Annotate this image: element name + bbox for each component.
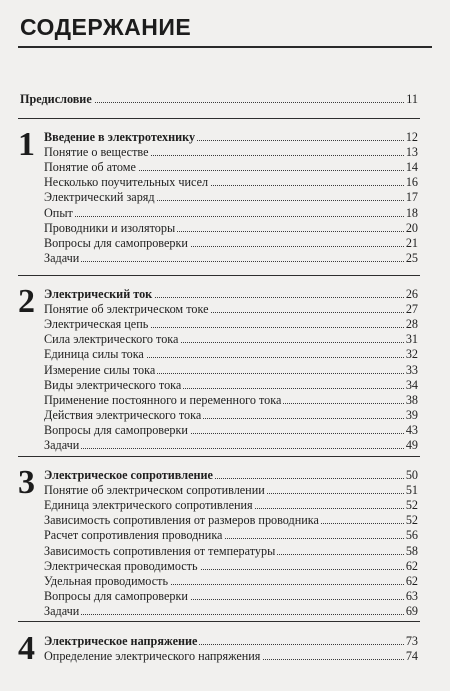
preface-entry-title: Предисловие <box>20 92 92 106</box>
toc-entry-title: Задачи <box>44 251 80 265</box>
toc-entry <box>0 604 450 618</box>
toc-entry <box>0 175 450 189</box>
chapter-number: 2 <box>18 283 35 320</box>
toc-entry-title: Сила электрического тока <box>44 332 179 346</box>
dot-leader <box>44 261 414 262</box>
toc-entry-page-number: 69 <box>405 604 418 618</box>
toc-entry-title: Единица силы тока <box>44 347 144 361</box>
toc-entry <box>0 589 450 603</box>
toc-entry-title: Единица электрического сопротивления <box>44 498 253 512</box>
toc-entry <box>0 498 450 512</box>
toc-entry-title: Электрический заряд <box>44 190 155 204</box>
toc-entry-page-number: 17 <box>405 190 418 204</box>
toc-entry-page-number: 51 <box>405 483 418 497</box>
toc-entry-title: Понятие об атоме <box>44 160 136 174</box>
toc-entry-page-number: 52 <box>405 498 418 512</box>
toc-entry-title: Электрическая цепь <box>44 317 149 331</box>
toc-entry-page-number: 34 <box>405 378 418 392</box>
toc-entry-page-number: 20 <box>405 221 418 235</box>
toc-entry-page-number: 16 <box>405 175 418 189</box>
title-rule <box>18 46 432 48</box>
chapter-number: 3 <box>18 464 35 501</box>
toc-entry-page-number: 49 <box>405 438 418 452</box>
toc-entry-title: Определение электрического напряжения <box>44 649 261 663</box>
toc-entry-title: Расчет сопротивления проводника <box>44 528 223 542</box>
dot-leader <box>44 216 414 217</box>
toc-entry-page-number: 32 <box>405 347 418 361</box>
toc-entry <box>0 544 450 558</box>
toc-entry <box>0 574 450 588</box>
toc-entry-page-number: 27 <box>405 302 418 316</box>
chapter-number: 4 <box>18 630 35 667</box>
toc-entry-page-number: 13 <box>405 145 418 159</box>
chapter-divider <box>18 275 420 276</box>
preface-entry-page-number: 11 <box>406 92 418 106</box>
toc-entry-page-number: 52 <box>405 513 418 527</box>
toc-entry <box>0 483 450 497</box>
toc-entry-page-number: 14 <box>405 160 418 174</box>
dot-leader <box>44 614 414 615</box>
toc-entry-title: Понятие о веществе <box>44 145 149 159</box>
toc-entry <box>0 378 450 392</box>
chapter-divider <box>18 456 420 457</box>
chapter-title-entry-page-number: 73 <box>405 634 418 648</box>
page-title: СОДЕРЖАНИЕ <box>20 14 192 40</box>
toc-entry <box>0 363 450 377</box>
toc-entry-page-number: 58 <box>405 544 418 558</box>
chapter-divider <box>18 621 420 622</box>
toc-entry-page-number: 62 <box>405 559 418 573</box>
toc-entry-title: Проводники и изоляторы <box>44 221 176 235</box>
toc-entry-page-number: 25 <box>405 251 418 265</box>
toc-entry <box>0 528 450 542</box>
toc-entry-title: Измерение силы тока <box>44 363 156 377</box>
toc-entry-title: Вопросы для самопроверки <box>44 236 188 250</box>
chapter-title-entry-title: Электрический ток <box>44 287 153 301</box>
toc-entry <box>0 206 450 220</box>
toc-entry-title: Применение постоянного и переменного тока <box>44 393 282 407</box>
toc-entry <box>0 317 450 331</box>
chapter-title-entry-page-number: 26 <box>405 287 418 301</box>
chapter-title-entry-page-number: 50 <box>405 468 418 482</box>
toc-entry <box>0 347 450 361</box>
chapter-title-entry <box>0 287 450 301</box>
toc-entry-title: Действия электрического тока <box>44 408 202 422</box>
toc-entry <box>0 513 450 527</box>
toc-entry-title: Понятие об электрическом токе <box>44 302 209 316</box>
toc-entry-title: Электрическая проводимость <box>44 559 198 573</box>
toc-entry-title: Удельная проводимость <box>44 574 169 588</box>
toc-entry <box>0 236 450 250</box>
chapter-divider <box>18 118 420 119</box>
toc-entry <box>0 160 450 174</box>
toc-entry <box>0 302 450 316</box>
toc-entry <box>0 393 450 407</box>
chapter-title-entry-title: Электрическое сопротивление <box>44 468 213 482</box>
toc-entry-page-number: 63 <box>405 589 418 603</box>
toc-entry-page-number: 38 <box>405 393 418 407</box>
toc-entry-title: Опыт <box>44 206 73 220</box>
toc-entry-page-number: 56 <box>405 528 418 542</box>
toc-entry-page-number: 31 <box>405 332 418 346</box>
toc-entry-title: Задачи <box>44 438 80 452</box>
toc-entry <box>0 408 450 422</box>
toc-entry <box>0 559 450 573</box>
toc-entry-page-number: 28 <box>405 317 418 331</box>
toc-entry-page-number: 74 <box>405 649 418 663</box>
chapter-title-entry-title: Электрическое напряжение <box>44 634 198 648</box>
toc-entry <box>0 221 450 235</box>
toc-entry-title: Задачи <box>44 604 80 618</box>
toc-entry <box>0 190 450 204</box>
chapter-title-entry <box>0 634 450 648</box>
toc-entry <box>0 438 450 452</box>
toc-entry-page-number: 18 <box>405 206 418 220</box>
toc-entry <box>0 423 450 437</box>
toc-entry <box>0 251 450 265</box>
toc-entry <box>0 145 450 159</box>
toc-entry-title: Зависимость сопротивления от размеров проводника <box>44 513 319 527</box>
toc-entry-title: Зависимость сопротивления от температуры <box>44 544 276 558</box>
preface-entry <box>0 92 450 106</box>
chapter-number: 1 <box>18 126 35 163</box>
chapter-title-entry <box>0 130 450 144</box>
toc-entry-page-number: 39 <box>405 408 418 422</box>
toc-entry-title: Виды электрического тока <box>44 378 182 392</box>
toc-entry <box>0 332 450 346</box>
chapter-title-entry-page-number: 12 <box>405 130 418 144</box>
dot-leader <box>44 448 414 449</box>
chapter-title-entry <box>0 468 450 482</box>
chapter-title-entry-title: Введение в электротехнику <box>44 130 196 144</box>
toc-entry-page-number: 21 <box>405 236 418 250</box>
toc-entry-title: Несколько поучительных чисел <box>44 175 209 189</box>
toc-entry-page-number: 62 <box>405 574 418 588</box>
toc-entry <box>0 649 450 663</box>
toc-entry-page-number: 43 <box>405 423 418 437</box>
toc-entry-title: Понятие об электрическом сопротивлении <box>44 483 265 497</box>
toc-entry-title: Вопросы для самопроверки <box>44 423 188 437</box>
toc-entry-page-number: 33 <box>405 363 418 377</box>
toc-entry-title: Вопросы для самопроверки <box>44 589 188 603</box>
